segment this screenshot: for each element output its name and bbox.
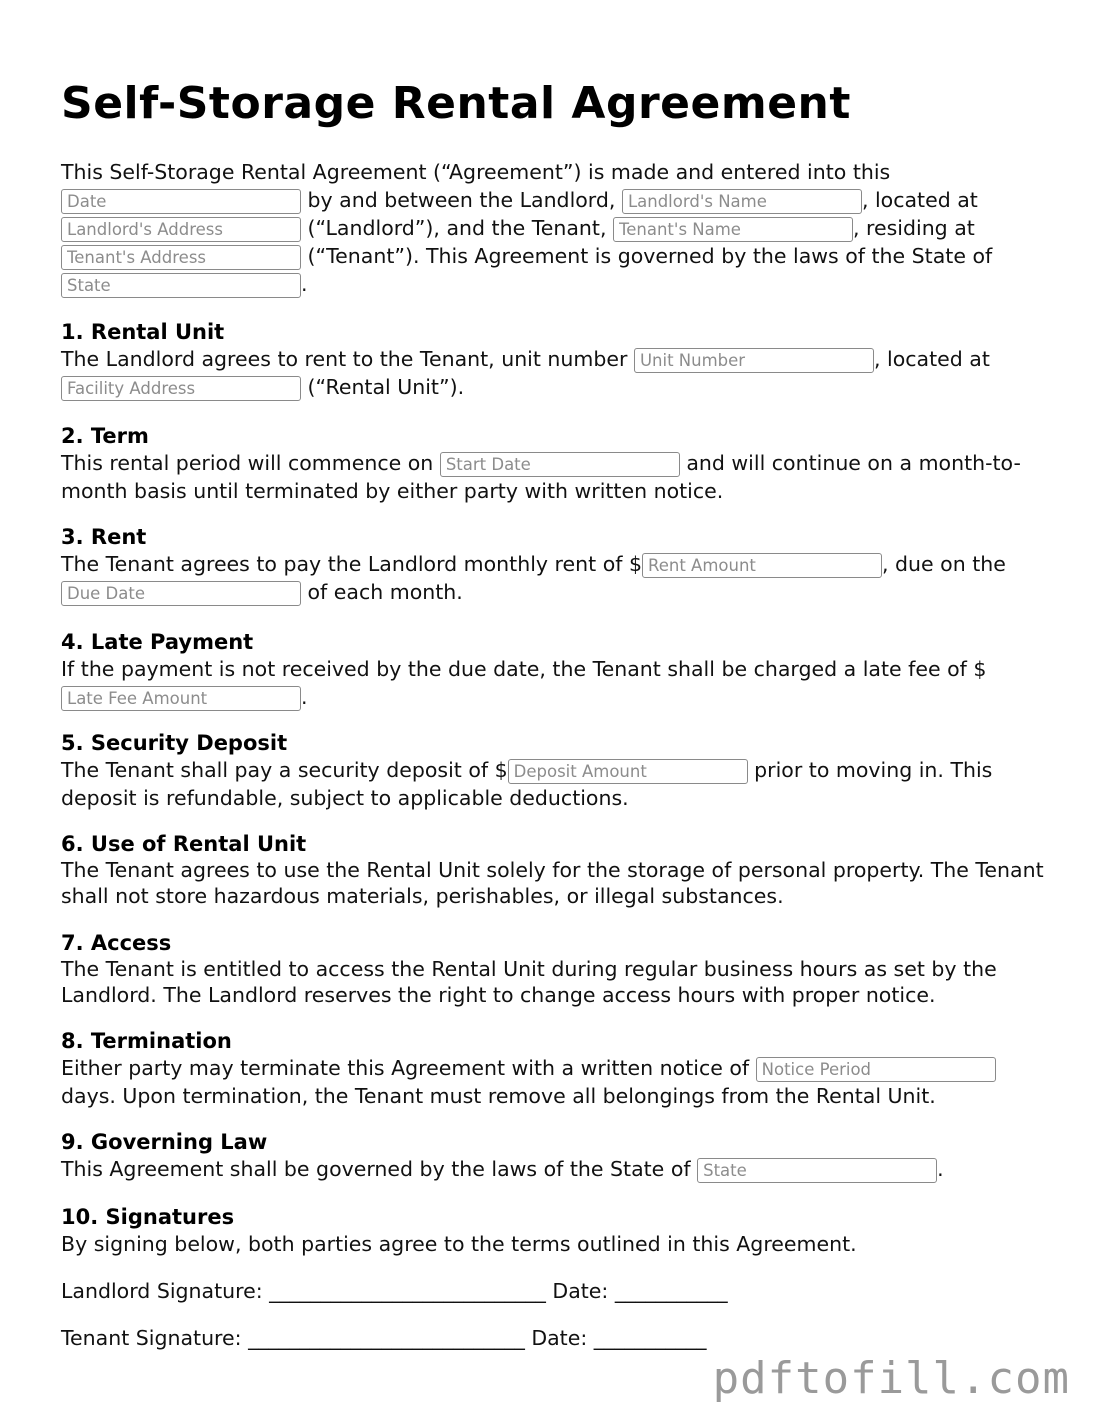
section-body [61, 655, 1046, 711]
section-text: of each month. [301, 580, 463, 604]
tenant-signature-line[interactable]: Tenant Signature: ___________________________ Date: ___________ [61, 1326, 707, 1350]
section-heading: 1. Rental Unit [61, 320, 225, 344]
intro-paragraph [61, 158, 1046, 298]
section-term [61, 423, 1046, 505]
tenant-name-field[interactable] [613, 217, 853, 242]
state-field[interactable] [61, 273, 301, 298]
section-heading: 10. Signatures [61, 1205, 235, 1229]
facility-address-field[interactable] [61, 376, 301, 401]
section-body [61, 756, 1046, 812]
section-heading: 2. Term [61, 424, 149, 448]
section-text: This Agreement shall be governed by the laws of the State of [61, 1157, 698, 1181]
landlord-signature-line[interactable]: Landlord Signature: ___________________________ Date: ___________ [61, 1279, 728, 1303]
watermark: pdftofill.com [712, 1353, 1070, 1404]
section-access [61, 930, 1046, 1008]
intro-text-5: , residing at [852, 216, 975, 240]
section-heading: 5. Security Deposit [61, 731, 288, 755]
section-heading: 3. Rent [61, 525, 147, 549]
section-text: (“Rental Unit”). [301, 375, 465, 399]
section-heading: 4. Late Payment [61, 630, 254, 654]
notice-period-field[interactable] [756, 1057, 996, 1082]
intro-text-1: This Self-Storage Rental Agreement (“Agreement”) is made and entered into this [61, 160, 891, 184]
section-text: . [937, 1157, 944, 1181]
section-text: , due on the [882, 552, 1006, 576]
section-body: The Tenant agrees to use the Rental Unit solely for the storage of personal property. The Tenant shall not store hazardous materials, perishables, or illegal substances. [61, 858, 1044, 908]
intro-text-3: , located at [861, 188, 978, 212]
section-text: days. Upon termination, the Tenant must remove all belongings from the Rental Unit. [61, 1084, 936, 1108]
section-rent [61, 524, 1046, 606]
governing-state-field[interactable] [697, 1158, 937, 1183]
section-text: , located at [873, 347, 990, 371]
document-title: Self-Storage Rental Agreement [61, 78, 851, 129]
section-text: The Tenant shall pay a security deposit of $ [61, 758, 508, 782]
section-body [61, 345, 1046, 401]
section-text: . [301, 685, 308, 709]
section-body [61, 1155, 1046, 1183]
unit-number-field[interactable] [634, 348, 874, 373]
due-date-field[interactable] [61, 581, 301, 606]
landlord-name-field[interactable] [622, 189, 862, 214]
section-text: If the payment is not received by the due date, the Tenant shall be charged a late fee of $ [61, 657, 987, 681]
section-body: By signing below, both parties agree to the terms outlined in this Agreement. [61, 1232, 857, 1256]
section-body: The Tenant is entitled to access the Rental Unit during regular business hours as set by the Landlord. The Landlord reserves the right to change access hours with proper notice. [61, 957, 997, 1007]
section-body [61, 449, 1046, 505]
section-heading: 8. Termination [61, 1029, 232, 1053]
section-text: The Tenant agrees to pay the Landlord monthly rent of $ [61, 552, 643, 576]
tenant-address-field[interactable] [61, 245, 301, 270]
section-use-of-rental-unit [61, 831, 1046, 909]
intro-text-4: (“Landlord”), and the Tenant, [301, 216, 613, 240]
section-text: The Landlord agrees to rent to the Tenant, unit number [61, 347, 634, 371]
section-rental-unit [61, 319, 1046, 401]
section-heading: 6. Use of Rental Unit [61, 832, 307, 856]
section-text: This rental period will commence on [61, 451, 440, 475]
section-termination [61, 1028, 1046, 1110]
section-body [61, 1054, 1046, 1110]
landlord-address-field[interactable] [61, 217, 301, 242]
late-fee-field[interactable] [61, 686, 301, 711]
document-page [61, 78, 1046, 1350]
section-body [61, 550, 1046, 606]
section-security-deposit [61, 730, 1046, 812]
deposit-amount-field[interactable] [508, 759, 748, 784]
intro-text-7: . [301, 272, 308, 296]
section-signatures [61, 1204, 1046, 1352]
intro-text-6: (“Tenant”). This Agreement is governed by the laws of the State of [301, 244, 993, 268]
section-governing-law [61, 1129, 1046, 1183]
section-heading: 7. Access [61, 931, 172, 955]
start-date-field[interactable] [440, 452, 680, 477]
intro-text-2: by and between the Landlord, [301, 188, 622, 212]
section-text: and will continue on a month-to-month basis until terminated by either party with written notice. [61, 451, 1021, 503]
section-heading: 9. Governing Law [61, 1130, 268, 1154]
rent-amount-field[interactable] [642, 553, 882, 578]
section-text: prior to moving in. This deposit is refundable, subject to applicable deductions. [61, 758, 993, 810]
section-late-payment [61, 629, 1046, 711]
date-field[interactable] [61, 189, 301, 214]
section-text: Either party may terminate this Agreement with a written notice of [61, 1056, 756, 1080]
